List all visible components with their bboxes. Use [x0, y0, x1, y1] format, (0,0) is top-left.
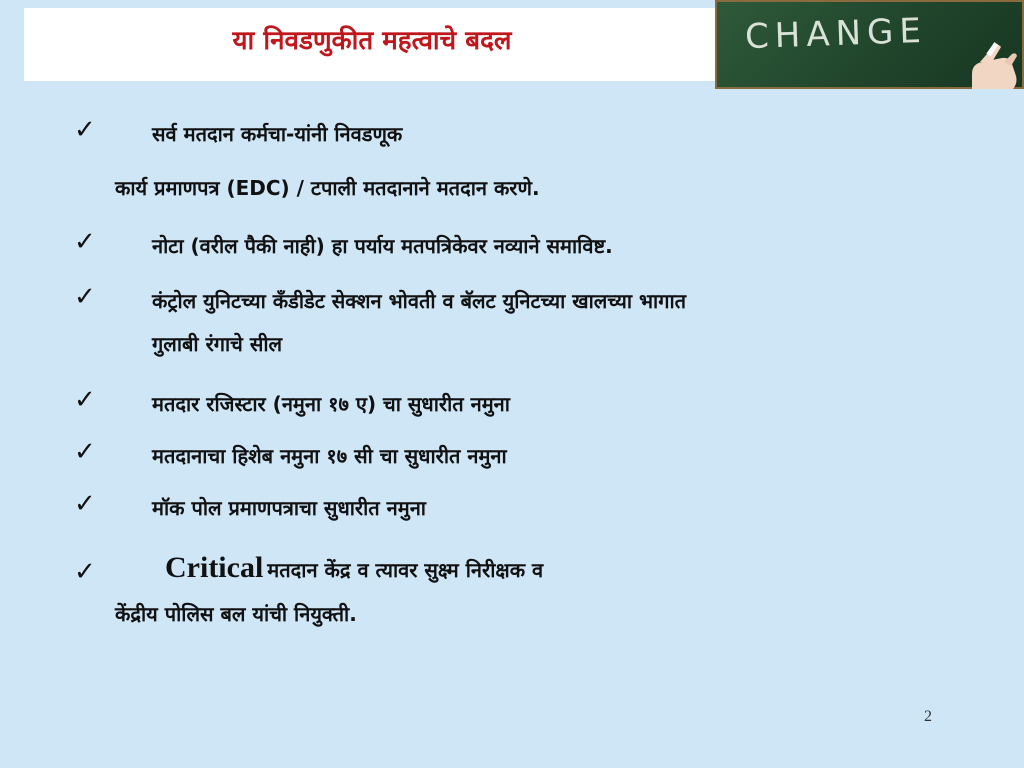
chalkboard-image	[715, 0, 1024, 89]
list-item-5: मतदानाचा हिशेब नमुना १७ सी चा सुधारीत नमुना	[152, 444, 507, 468]
list-item-7	[165, 553, 543, 585]
title-box	[24, 8, 720, 81]
list-item-2: नोटा (वरील पैकी नाही) हा पर्याय मतपत्रिकेवर नव्याने समाविष्ट.	[152, 234, 613, 258]
list-item-1: सर्व मतदान कर्मचा-यांनी निवडणूक	[152, 122, 403, 146]
check-icon: ✓	[74, 557, 96, 587]
page-number: 2	[924, 708, 932, 725]
hand-chalk-icon	[954, 40, 1024, 89]
check-icon: ✓	[74, 437, 96, 467]
critical-label: Critical	[165, 551, 264, 584]
list-item-1-continued: कार्य प्रमाणपत्र (EDC) / टपाली मतदानाने मतदान करणे.	[115, 176, 540, 200]
check-icon: ✓	[74, 282, 96, 312]
board-word: CHANGE	[744, 10, 928, 58]
list-item-4: मतदार रजिस्टार (नमुना १७ ए) चा सुधारीत नमुना	[152, 392, 510, 416]
list-item-3-continued: गुलाबी रंगाचे सील	[152, 332, 283, 356]
list-item-3: कंट्रोल युनिटच्या कँडीडेट सेक्शन भोवती व बॅलट युनिटच्या खालच्या भागात	[152, 289, 687, 313]
check-icon: ✓	[74, 489, 96, 519]
list-item-6: मॉक पोल प्रमाणपत्राचा सुधारीत नमुना	[152, 496, 426, 520]
check-icon: ✓	[74, 115, 96, 145]
check-icon: ✓	[74, 385, 96, 415]
list-item-7-continued: केंद्रीय पोलिस बल यांची नियुक्ती.	[115, 602, 357, 626]
list-item-7-text: मतदान केंद्र व त्यावर सुक्ष्म निरीक्षक व	[267, 558, 544, 582]
slide-title: या निवडणुकीत महत्वाचे बदल	[232, 26, 512, 56]
check-icon: ✓	[74, 227, 96, 257]
